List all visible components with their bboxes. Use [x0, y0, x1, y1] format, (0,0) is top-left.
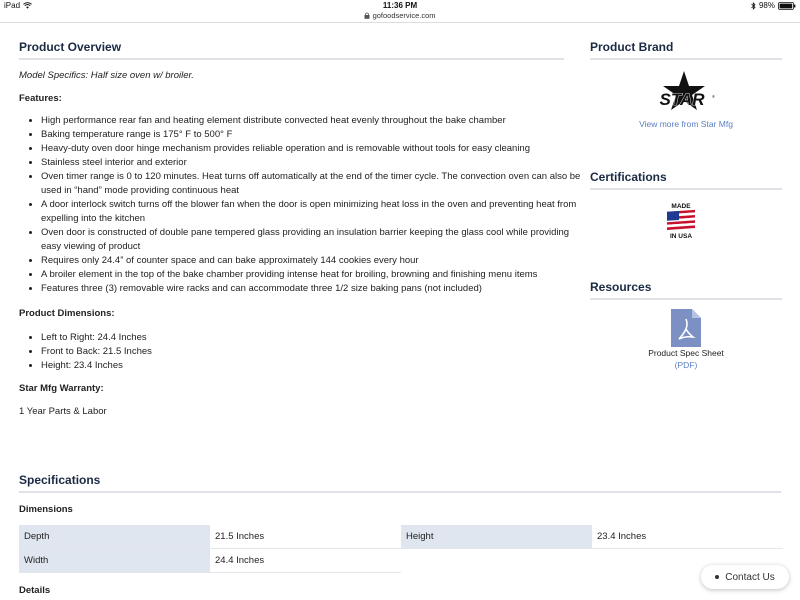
address-bar[interactable]: [0, 11, 800, 20]
empty-cell: [401, 549, 592, 573]
bluetooth-icon: [751, 2, 756, 10]
list-item: • High performance rear fan and heating element distribute convected heat evenly throughout the bake chamber: [41, 114, 586, 128]
made-in-usa-badge: [664, 200, 698, 240]
list-item: • Oven timer range is 0 to 120 minutes. Heat turns off automatically at the end of the timer cycle. The convection oven can also be used in “hand” mode providing continuous heat: [41, 170, 586, 198]
list-item: • Height: 23.4 Inches: [41, 359, 341, 373]
spec-key: Width: [19, 549, 210, 573]
contact-us-button[interactable]: [701, 565, 789, 589]
certifications-title: Certifications: [590, 170, 667, 184]
spec-key: Height: [401, 525, 592, 549]
list-item: • Stainless steel interior and exterior: [41, 156, 586, 170]
features-list: [19, 114, 586, 296]
list-item: • A door interlock switch turns off the blower fan when the door is open minimizing heat loss in the oven and preventing heat from expelling into the kitchen: [41, 198, 586, 226]
table-row: [19, 549, 783, 573]
table-row: [19, 525, 783, 549]
device-name: iPad: [4, 1, 21, 10]
brand-title: Product Brand: [590, 40, 674, 54]
spec-value: 23.4 Inches: [592, 525, 783, 549]
list-item: • Requires only 24.4” of counter space and can bake approximately 144 cookies every hour: [41, 254, 586, 268]
battery-percent: 98%: [758, 1, 775, 10]
model-specifics: Model Specifics: Half size oven w/ broiler.: [19, 70, 194, 81]
list-item: • Features three (3) removable wire racks and can accommodate three 1/2 size baking pans (not included): [41, 282, 586, 296]
warranty-label: Star Mfg Warranty:: [19, 383, 104, 394]
svg-text:®: ®: [712, 94, 715, 99]
brand-link[interactable]: View more from Star Mfg: [639, 119, 733, 129]
battery-icon: [778, 2, 796, 10]
specifications-divider: [19, 491, 781, 493]
spec-key: Depth: [19, 525, 210, 549]
details-label: Details: [19, 585, 51, 596]
certifications-divider: [590, 188, 782, 190]
dimensions-label: Product Dimensions:: [19, 308, 115, 319]
chat-dot-icon: [715, 575, 719, 579]
list-item: • Front to Back: 21.5 Inches: [41, 345, 341, 359]
pdf-file-icon[interactable]: [671, 309, 701, 347]
status-bar: [0, 0, 800, 10]
url-text: gofoodservice.com: [372, 11, 436, 20]
brand-divider: [590, 58, 782, 60]
star-logo[interactable]: [651, 70, 715, 118]
list-item: • Left to Right: 24.4 Inches: [41, 331, 341, 345]
overview-title: Product Overview: [19, 40, 122, 54]
resources-title: Resources: [590, 280, 652, 294]
overview-divider: [19, 58, 564, 60]
features-label: Features:: [19, 93, 62, 104]
status-right: [751, 1, 796, 10]
list-item: • A broiler element in the top of the bake chamber providing intense heat for broiling, browning and finishing menu items: [41, 268, 586, 282]
badge-top-text: MADE: [671, 203, 691, 210]
spec-sheet-link[interactable]: Product Spec Sheet: [648, 348, 724, 358]
list-item: • Oven door is constructed of double pane tempered glass providing an insulation barrier keeping the glass cool while providing easy viewing of product: [41, 226, 586, 254]
resources-divider: [590, 298, 782, 300]
brand-logo-text: STAR: [659, 90, 705, 109]
list-item: • Heavy-duty oven door hinge mechanism provides reliable operation and is removable without tools for easy cleaning: [41, 142, 586, 156]
spec-value: 24.4 Inches: [210, 549, 401, 573]
specs-table: [19, 525, 783, 573]
list-item: • Baking temperature range is 175° F to 500° F: [41, 128, 586, 142]
contact-us-label: Contact Us: [725, 571, 775, 583]
status-time: 11:36 PM: [382, 1, 418, 10]
spec-value: 21.5 Inches: [210, 525, 401, 549]
specifications-title: Specifications: [19, 473, 101, 487]
spec-sheet-type: (PDF): [674, 360, 698, 370]
dimensions-list: [19, 331, 341, 373]
lock-icon: [364, 12, 370, 19]
badge-bottom-text: IN USA: [669, 233, 693, 240]
spec-dimensions-label: Dimensions: [19, 504, 73, 515]
warranty-text: 1 Year Parts & Labor: [19, 406, 107, 417]
toolbar-divider: [0, 22, 800, 23]
